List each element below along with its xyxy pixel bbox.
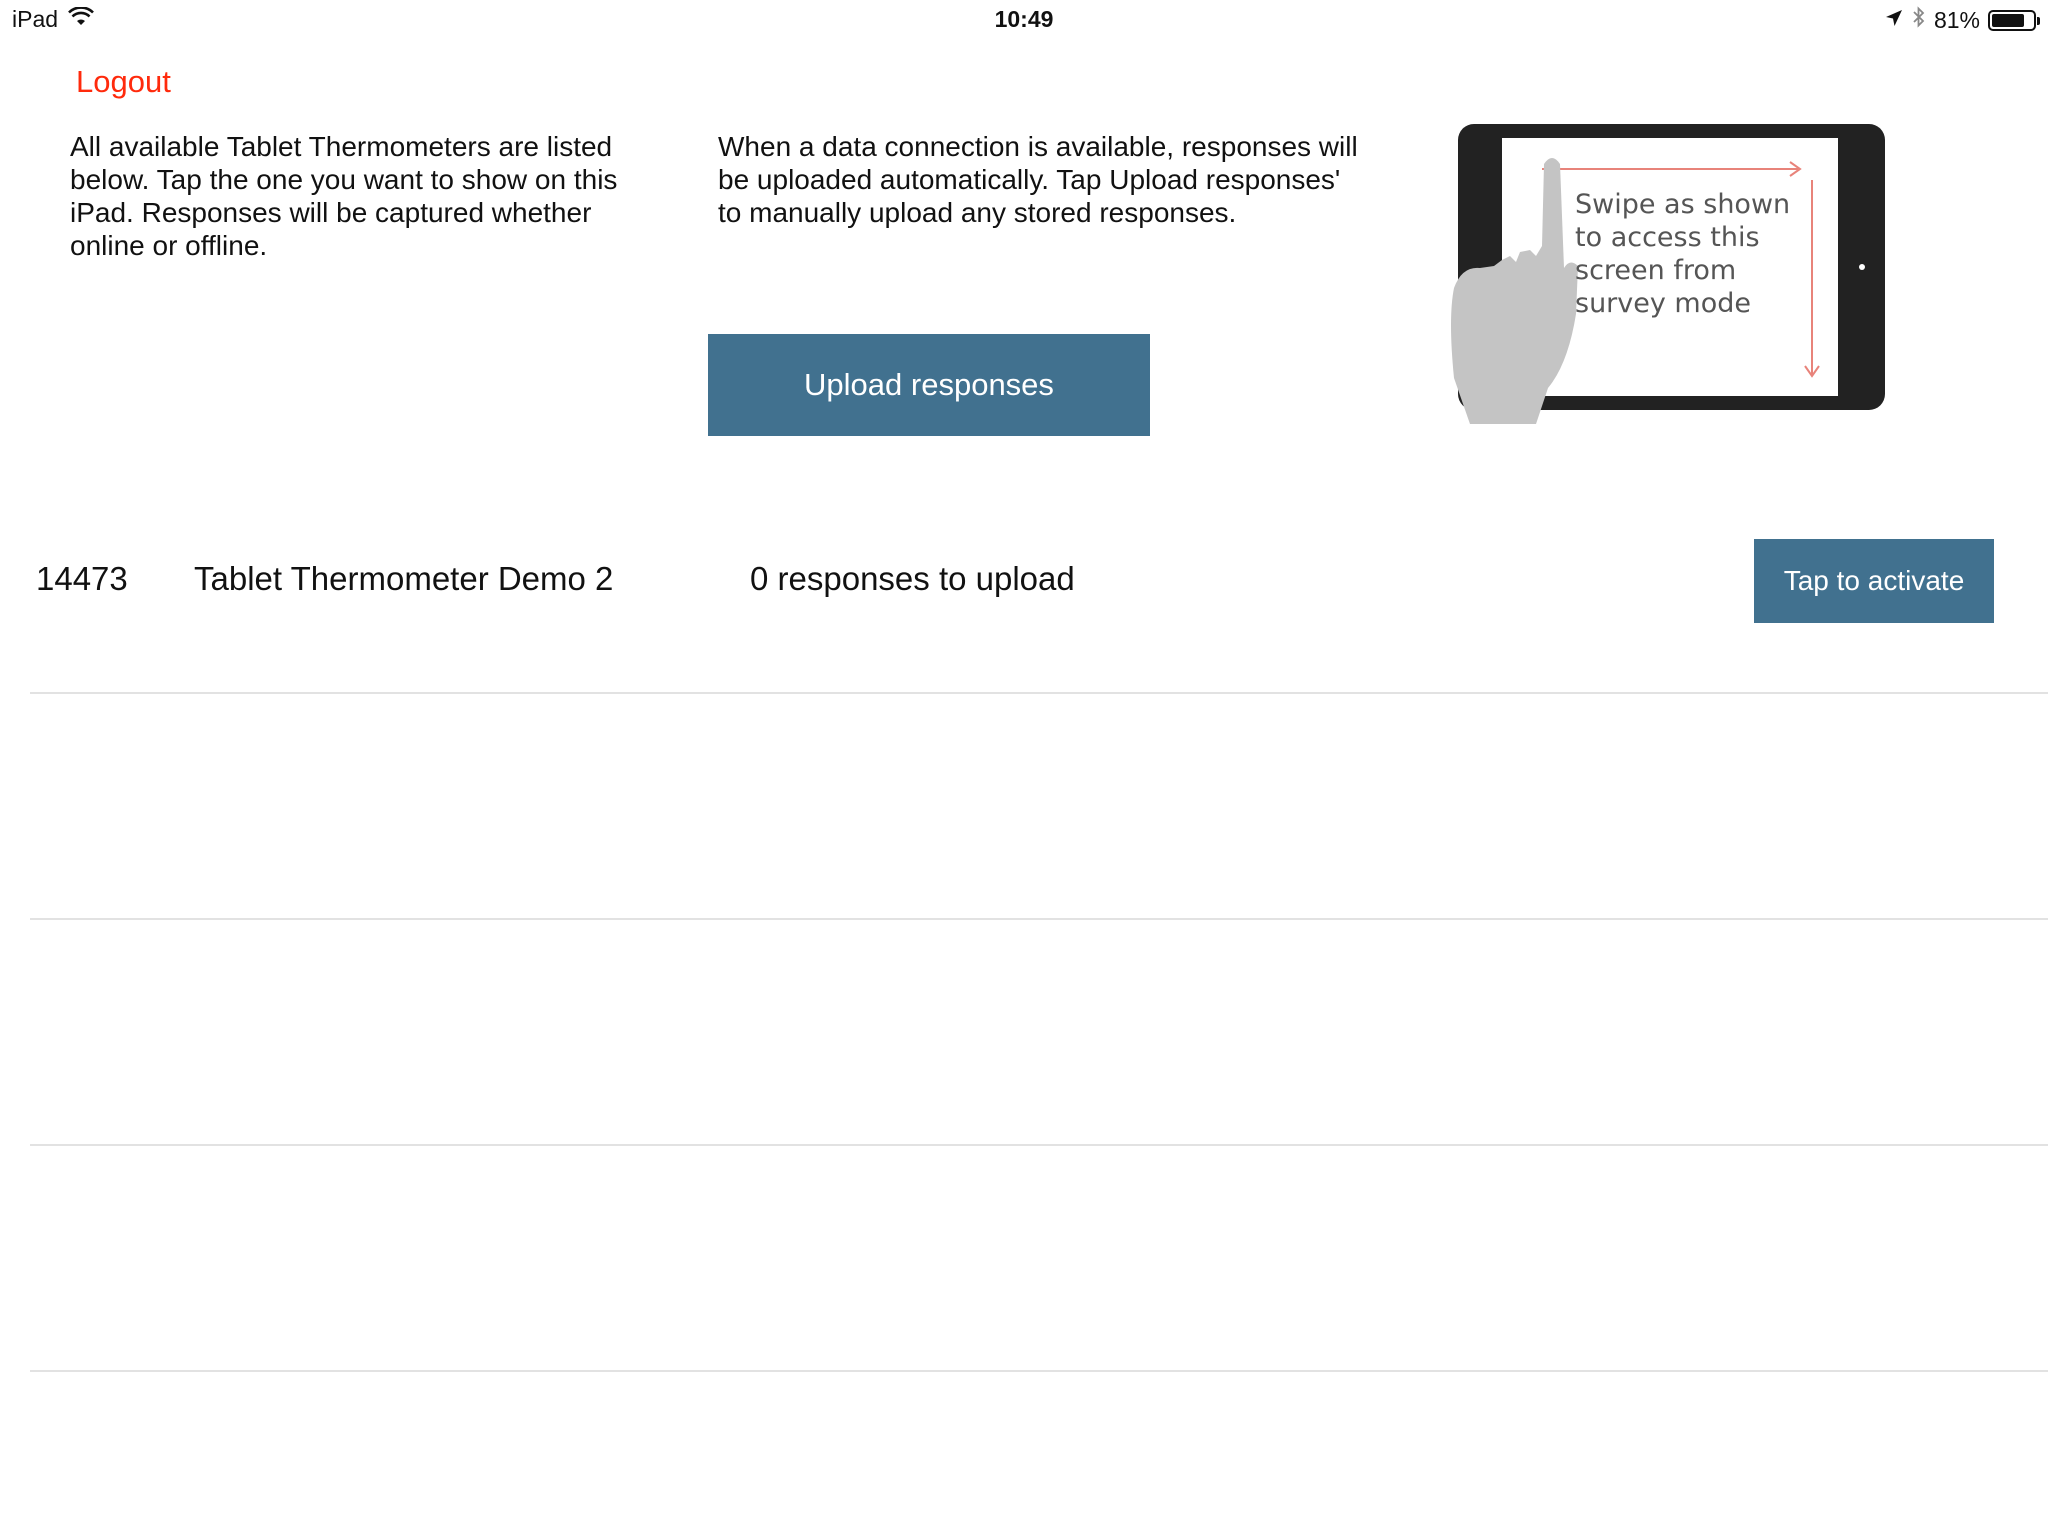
responses-count: 0 responses to upload [750,560,1075,597]
status-bar [0,0,2048,40]
status-time: 10:49 [994,6,1054,32]
empty-list-row [30,920,2048,1146]
empty-list-row [30,1146,2048,1372]
upload-responses-button[interactable]: Upload responses [708,334,1150,436]
logout-button[interactable]: Logout [76,64,171,99]
instructions-list-text: All available Tablet Thermometers are listed below. Tap the one you want to show on this iPad. Responses will be captured whether online or offline. [70,131,618,261]
thermometer-name: Tablet Thermometer Demo 2 [194,560,614,597]
device-label: iPad [12,6,59,32]
wifi-icon [68,6,94,33]
instructions-upload-text: When a data connection is available, responses will be uploaded automatically. Tap Upload responses' to manually upload any stored responses. [718,131,1358,228]
battery-icon [1988,10,2036,31]
swipe-illustration [1440,118,1890,438]
tap-to-activate-button[interactable]: Tap to activate [1754,539,1994,623]
swipe-caption: Swipe as shown to access this screen from survey mode [1575,189,1791,319]
thermometer-row[interactable] [30,468,2048,694]
bluetooth-icon [1912,6,1926,34]
battery-level [1992,14,2024,27]
empty-list-row [30,694,2048,920]
battery-percent: 81% [1933,6,1980,33]
status-bar-left [12,6,94,33]
location-arrow-icon [1884,7,1904,34]
thermometer-id: 14473 [36,560,128,597]
status-bar-right [1876,6,2036,34]
